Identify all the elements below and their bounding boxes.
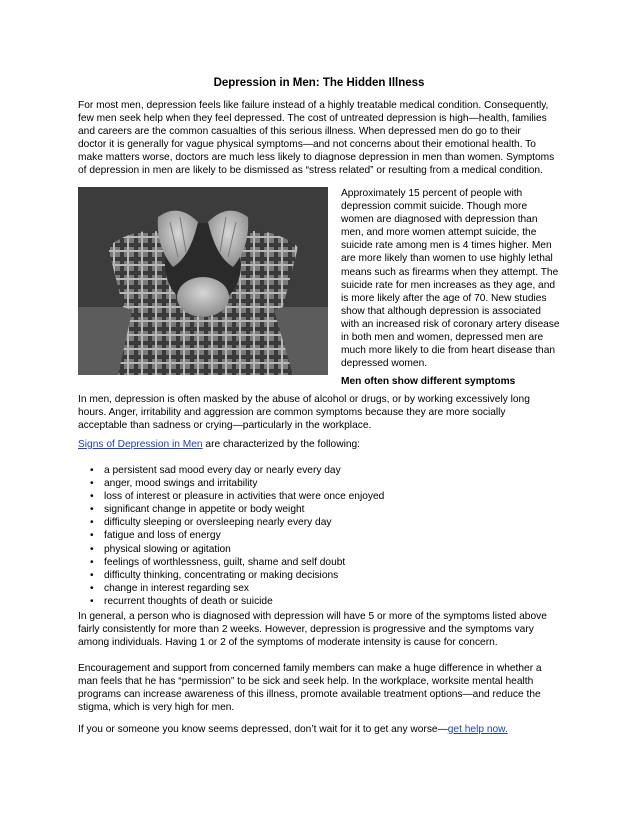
side-line: are more likely than women to use highly lethal [341, 253, 553, 265]
man-with-head-in-hands-photo [78, 187, 328, 375]
general-line: among individuals. Having 1 or 2 of the symptoms of moderate intensity is cause for concern. [78, 637, 498, 649]
intro-paragraph [78, 99, 554, 178]
final-line [78, 723, 508, 736]
symptoms-list [90, 464, 384, 608]
list-item: • significant change in appetite or body weight [90, 503, 384, 516]
list-item: • difficulty sleeping or oversleeping nearly every day [90, 516, 384, 529]
general-line: fairly consistently for more than 2 weeks. However, depression is progressive and the symptoms vary [78, 624, 534, 636]
encourage-line: programs can increase awareness of this illness, promote available treatment options—and reduce the [78, 689, 541, 701]
side-line: suicide rate for men increases as they age, and [341, 279, 556, 291]
intro-line: make matters worse, doctors are much less likely to diagnose depression in men than women. Symptoms [78, 152, 555, 164]
side-line: men, and more women attempt suicide, the [341, 227, 537, 239]
signs-intro [78, 438, 360, 451]
general-paragraph [78, 610, 547, 649]
subheading-different-symptoms: Men often show different symptoms [341, 376, 516, 388]
masked-symptoms-paragraph [78, 393, 530, 432]
encouragement-paragraph [78, 662, 542, 714]
side-line: show that although depression is associated [341, 305, 541, 317]
encourage-line: Encouragement and support from concerned family members can make a huge difference in whether a [78, 663, 542, 674]
side-line: is more likely after the age of 70. New studies [341, 292, 547, 304]
signs-line [78, 438, 360, 451]
final-text: If you or someone you know seems depressed, don’t wait for it to get any worse— [78, 724, 448, 735]
side-line: depression commit suicide. Though more [341, 201, 528, 213]
list-item: • feelings of worthlessness, guilt, shame and self doubt [90, 556, 384, 569]
intro-line: few men seek help when they feel depressed. The cost of untreated depression is high—health, families [78, 113, 547, 125]
intro-line: For most men, depression feels like failure instead of a highly treatable medical condition. Consequently, [78, 100, 549, 111]
side-line: suicide rate among men is 4 times higher. Men [341, 240, 552, 252]
list-item: • fatigue and loss of energy [90, 529, 384, 542]
suicide-statistics-column [341, 187, 560, 388]
signs-line-rest: are characterized by the following: [202, 439, 361, 450]
list-item: • recurrent thoughts of death or suicide [90, 595, 384, 608]
intro-line: doctor it is generally for vague physical symptoms—and not concerns about their emotional health. To [78, 139, 536, 151]
signs-of-depression-link[interactable]: Signs of Depression in Men [78, 439, 203, 450]
list-item: • anger, mood swings and irritability [90, 477, 384, 490]
intro-line: of depression in men are likely to be dismissed as “stress related” or resulting from a medical condition. [78, 165, 543, 177]
masked-line: acceptable than sadness or crying—particularly in the workplace. [78, 420, 372, 432]
intro-line: and careers are the common casualties of this serious illness. When depressed men do go to their [78, 126, 521, 138]
side-line: in both men and women, depressed men are [341, 332, 544, 344]
encourage-line: man feels that he has “permission” to be sick and seek help. In the workplace, worksite mental health [78, 676, 534, 688]
page-title: Depression in Men: The Hidden Illness [213, 77, 425, 89]
side-line: with an increased risk of coronary artery disease [341, 318, 560, 330]
final-paragraph [78, 723, 508, 736]
side-line: much more likely to die from heart disease than [341, 345, 556, 357]
list-item: • physical slowing or agitation [90, 543, 384, 556]
side-line: Approximately 15 percent of people with [341, 188, 523, 199]
side-line: means such as firearms when they attempt. The [341, 266, 559, 278]
list-item: • loss of interest or pleasure in activities that were once enjoyed [90, 490, 384, 503]
encourage-line: stigma, which is very high for men. [78, 702, 235, 714]
list-item: • change in interest regarding sex [90, 582, 384, 595]
masked-line: In men, depression is often masked by the abuse of alcohol or drugs, or by working excessively long [78, 394, 530, 405]
general-line: In general, a person who is diagnosed with depression will have 5 or more of the symptoms listed above [78, 611, 547, 622]
side-line: women are diagnosed with depression than [341, 214, 538, 226]
masked-line: hours. Anger, irritability and aggression are common symptoms because they are more socially [78, 407, 506, 419]
side-line: depressed women. [341, 358, 428, 370]
list-item: • a persistent sad mood every day or nearly every day [90, 464, 384, 477]
get-help-now-link[interactable]: get help now. [447, 724, 508, 735]
list-item: • difficulty thinking, concentrating or making decisions [90, 569, 384, 582]
